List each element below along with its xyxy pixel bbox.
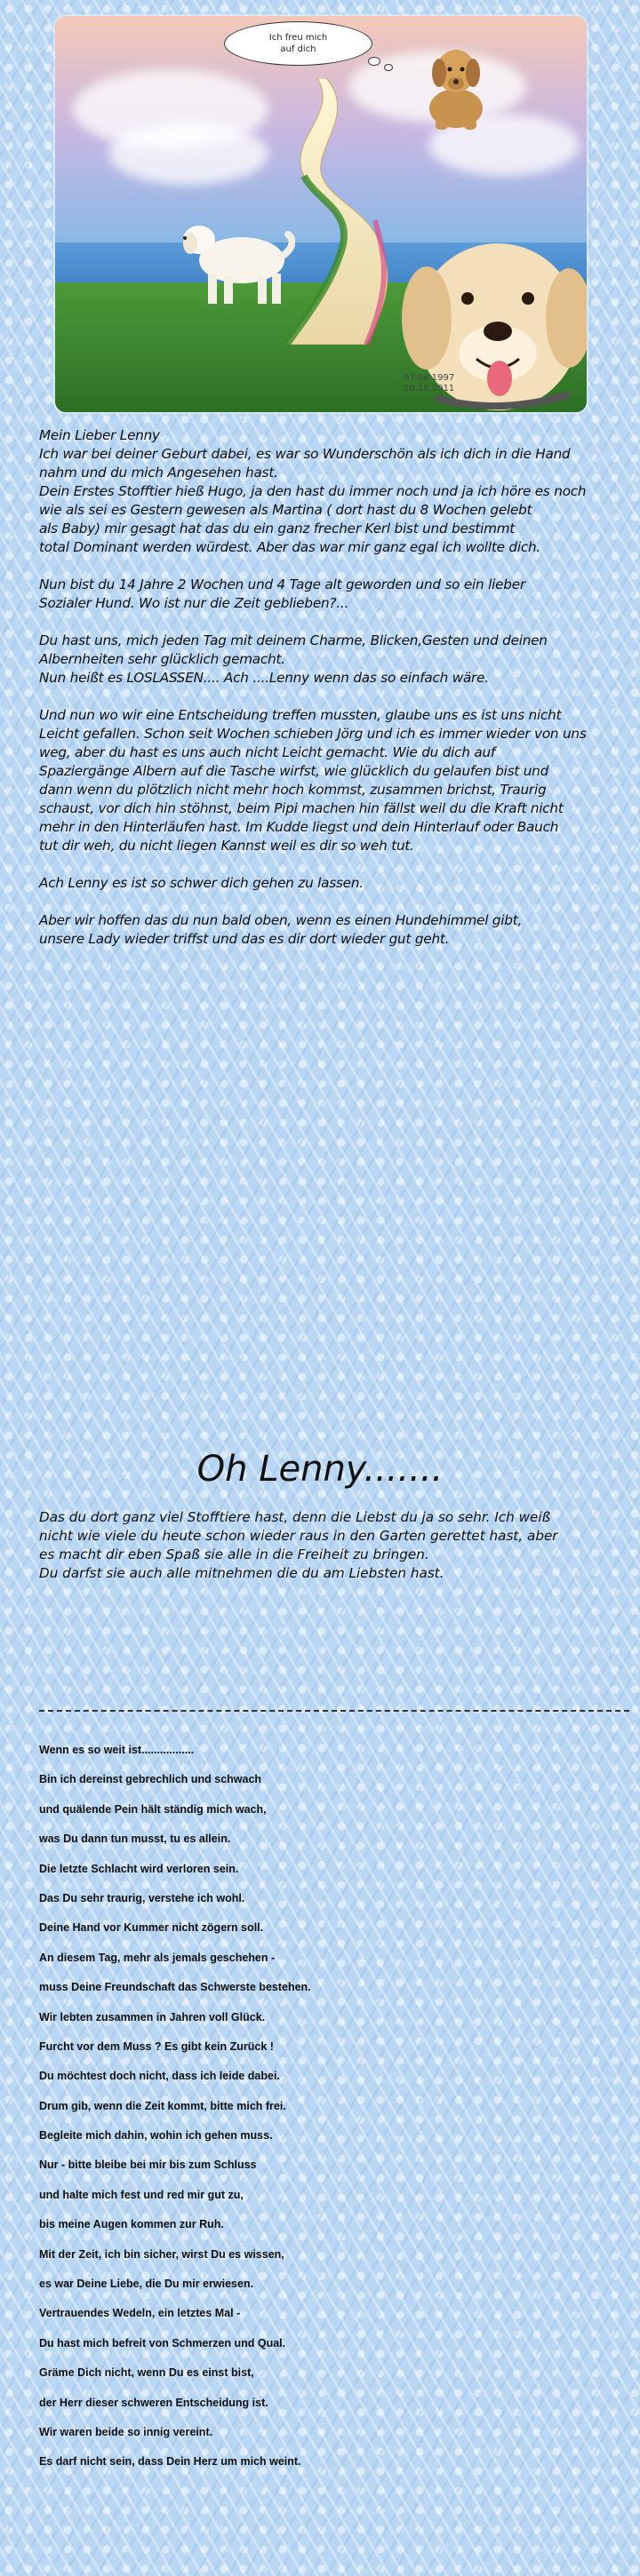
letter-paragraph: Du hast uns, mich jeden Tag mit deinem Charme, Blicken,Gesten und deinen Albernheiten sehr glücklich gemacht. Nun heißt es LOSLASSEN.... Ach ....Lenny wenn das so einfach wäre. (39, 632, 548, 686)
poem-line: Mit der Zeit, ich bin sicher, wirst Du es wissen, (39, 2247, 284, 2261)
poem-line: Bin ich dereinst gebrechlich und schwach (39, 1773, 262, 1786)
poem-line: Begleite mich dahin, wohin ich gehen muss. (39, 2129, 273, 2143)
poem-line: Wenn es so weit ist................. (39, 1744, 195, 1756)
closing-paragraph (39, 1508, 626, 1583)
white-dog-icon (171, 211, 295, 309)
dashed-divider (39, 1710, 629, 1712)
letter-paragraph: Aber wir hoffen das du nun bald oben, wenn es einen Hundehimmel gibt, unsere Lady wieder triffst und das es dir dort wieder gut geht. (39, 912, 523, 947)
oh-lenny-heading: Oh Lenny....... (196, 1449, 444, 1490)
life-dates: 07.08.1997 20.10.2011 (404, 373, 455, 394)
poem-line: Wir waren beide so innig vereint. (39, 2425, 213, 2438)
poem-line: es war Deine Liebe, die Du mir erwiesen. (39, 2278, 254, 2291)
poem-line: Das Du sehr traurig, verstehe ich wohl. (39, 1891, 245, 1904)
poem-line: und quälende Pein hält ständig mich wach, (39, 1802, 267, 1816)
thought-dot (368, 57, 380, 66)
poem-line: und halte mich fest und red mir gut zu, (39, 2188, 244, 2201)
letter-paragraph: Mein Lieber Lenny Ich war bei deiner Geburt dabei, es war so Wunderschön als ich dich in die Hand nahm und du mich Angesehen hast. Dein Erstes Stofftier hieß Hugo, ja den hast du immer noch und ja ich höre es noch wie als sei es Gestern gewesen als Martina ( dort hast du 8 Wochen gelebt als Baby) mir gesagt hat das du ein ganz frecher Kerl bist und bestimmt total Dominant werden würdest. Aber das war mir ganz egal ich wollte dich. (39, 427, 587, 555)
poem-line: Wir lebten zusammen in Jahren voll Glück. (39, 2010, 266, 2023)
poem (39, 1743, 608, 2485)
poem-line: Vertrauendes Wedeln, ein letztes Mal - (39, 2307, 241, 2320)
poem-line: Deine Hand vor Kummer nicht zögern soll. (39, 1921, 264, 1935)
poem-line: Es darf nicht sein, dass Dein Herz um mich weint. (39, 2455, 301, 2469)
poem-line: Die letzte Schlacht wird verloren sein. (39, 1862, 239, 1875)
poem-line: Drum gib, wenn die Zeit kommt, bitte mich frei. (39, 2099, 286, 2112)
labrador-puppy-icon (416, 37, 496, 135)
speech-bubble: Ich freu mich auf dich (224, 21, 372, 66)
poem-line: was Du dann tun musst, tu es allein. (39, 1833, 231, 1846)
letter-paragraph: Und nun wo wir eine Entscheidung treffen mussten, glaube uns es ist uns nicht Leicht gefallen. Schon seit Wochen schieben Jörg und ich es immer wieder von uns weg, aber du hast es uns auch nicht Leicht gemacht. Wie du dich auf Spaziergänge Albern auf die Tasche wirfst, wie glücklich du gelaufen bist und dann wenn du plötzlich nicht mehr hoch kommst, zusammen brichst, Traurig schaust, vor dich hin stöhnst, beim Pipi machen hin fällst weil du die Kraft nicht mehr in den Hinterläufen hast. Im Kudde liegst und dein Hinterlauf oder Bauch tut dir weh, du nicht liegen Kannst weil es dir so weh tut. (39, 707, 587, 854)
poem-line: der Herr dieser schweren Entscheidung ist. (39, 2396, 268, 2409)
thought-dot (384, 64, 393, 71)
poem-line: Du hast mich befreit von Schmerzen und Qual. (39, 2336, 286, 2349)
poem-line: Gräme Dich nicht, wenn Du es einst bist, (39, 2366, 254, 2380)
poem-line: Du möchtest doch nicht, dass ich leide dabei. (39, 2070, 280, 2083)
poem-line: Furcht vor dem Muss ? Es gibt kein Zurück ! (39, 2039, 274, 2053)
poem-line: An diesem Tag, mehr als jemals geschehen - (39, 1951, 276, 1964)
letter-paragraph: Ach Lenny es ist so schwer dich gehen zu lassen. (39, 875, 364, 891)
poem-line: muss Deine Freundschaft das Schwerste bestehen. (39, 1981, 311, 1994)
poem-line: Nur - bitte bleibe bei mir bis zum Schluss (39, 2159, 257, 2172)
letter (39, 426, 626, 949)
rainbow-bridge-image (55, 16, 587, 412)
closing-text: Das du dort ganz viel Stofftiere hast, denn die Liebst du ja so sehr. Ich weiß nicht wie viele du heute schon wieder raus in den Garten gerettet hast, aber es macht dir eben Spaß sie alle in die Freiheit zu bringen. Du darfst sie auch alle mitnehmen die du am Liebsten hast. (39, 1509, 558, 1581)
letter-paragraph: Nun bist du 14 Jahre 2 Wochen und 4 Tage alt geworden und so ein lieber Sozialer Hund. Wo ist nur die Zeit geblieben?... (39, 576, 525, 611)
poem-line: bis meine Augen kommen zur Ruh. (39, 2218, 224, 2231)
